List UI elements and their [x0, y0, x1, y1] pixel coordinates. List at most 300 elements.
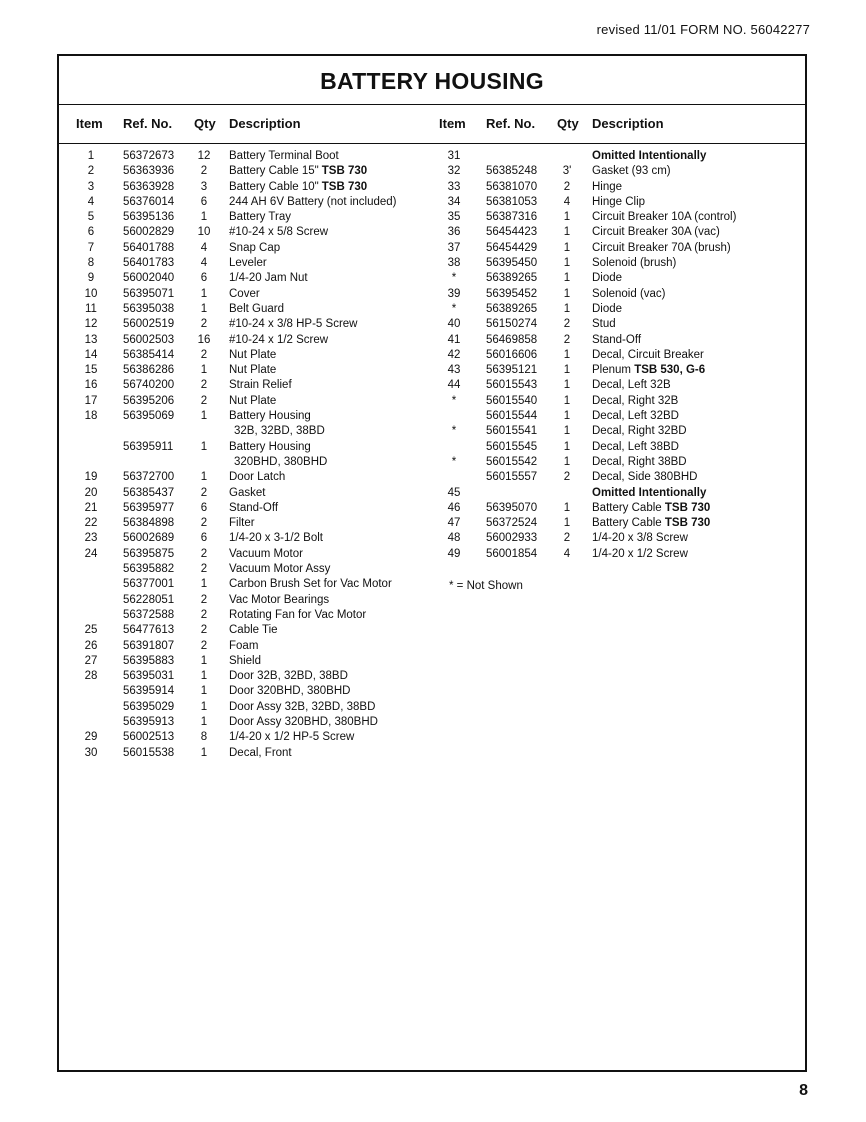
- quantity: 1: [563, 211, 571, 224]
- item-number: 45: [447, 486, 461, 499]
- quantity: 2: [200, 517, 208, 530]
- description: [229, 180, 367, 195]
- quantity: 1: [200, 746, 208, 759]
- parts-row: [59, 256, 429, 271]
- quantity: 1: [563, 348, 571, 361]
- description: [592, 470, 697, 485]
- quantity: 1: [200, 364, 208, 377]
- description-text: Hinge Clip: [592, 195, 646, 208]
- item-number: 8: [87, 257, 95, 270]
- item-number: 10: [84, 287, 98, 300]
- item-number: 2: [87, 165, 95, 178]
- quantity: 8: [200, 731, 208, 744]
- item-number: 38: [447, 257, 461, 270]
- quantity: 2: [200, 593, 208, 606]
- description-text: Battery Tray: [229, 211, 291, 224]
- parts-row: [422, 547, 807, 562]
- quantity: 2: [563, 532, 571, 545]
- description: [229, 562, 330, 577]
- description-text: #10-24 x 1/2 Screw: [229, 333, 329, 346]
- quantity: 1: [200, 410, 208, 423]
- ref-number: 56372524: [486, 517, 538, 530]
- item-number: 32: [447, 165, 461, 178]
- model-callout: TSB 730: [321, 180, 368, 193]
- ref-number: 56395136: [123, 211, 175, 224]
- parts-row: [59, 669, 429, 684]
- parts-row: [422, 333, 807, 348]
- description: [592, 287, 666, 302]
- description-text: #10-24 x 3/8 HP-5 Screw: [229, 318, 358, 331]
- description-text: Decal, Circuit Breaker: [592, 348, 704, 361]
- ref-number: 56015541: [486, 425, 538, 438]
- description-text: Decal, Right 32BD: [592, 425, 687, 438]
- parts-row: [422, 164, 807, 179]
- description: [592, 547, 688, 562]
- description-text: Gasket (93 cm): [592, 165, 671, 178]
- item-number: 31: [447, 150, 461, 162]
- quantity: 1: [563, 364, 571, 377]
- parts-row: [59, 654, 429, 669]
- ref-number: 56002689: [123, 532, 175, 545]
- ref-number: 56395070: [486, 501, 538, 514]
- parts-row: [59, 333, 429, 348]
- ref-number: 56015544: [486, 410, 538, 423]
- description-text: Decal, Front: [229, 746, 292, 759]
- ref-number: 56372588: [123, 608, 175, 621]
- parts-row: [422, 378, 807, 393]
- item-number: 44: [447, 379, 461, 392]
- quantity: 4: [200, 241, 208, 254]
- description: [229, 440, 311, 455]
- description-text: Decal, Left 32BD: [592, 410, 679, 423]
- description-text: Stand-Off: [229, 501, 279, 514]
- item-number: 27: [84, 654, 98, 667]
- description: [229, 639, 258, 654]
- ref-number: 56385414: [123, 348, 175, 361]
- item-number: 49: [447, 547, 461, 560]
- item-number: 13: [84, 333, 98, 346]
- description: [229, 623, 278, 638]
- description: [592, 409, 679, 424]
- quantity: 4: [200, 257, 208, 270]
- description: [592, 455, 687, 470]
- description-text: Gasket: [229, 486, 266, 499]
- parts-row: [59, 271, 429, 286]
- quantity: 1: [563, 517, 571, 530]
- description-text: 244 AH 6V Battery (not included): [229, 195, 397, 208]
- description-text: Vacuum Motor: [229, 547, 303, 560]
- quantity: 1: [563, 410, 571, 423]
- col-header-item-right: Item: [439, 116, 466, 131]
- parts-row: [59, 608, 429, 623]
- quantity: 2: [200, 486, 208, 499]
- quantity: 2: [200, 394, 208, 407]
- quantity: 12: [197, 150, 211, 162]
- description-text: Cover: [229, 287, 260, 300]
- ref-number: 56395883: [123, 654, 175, 667]
- ref-number: 56015538: [123, 746, 175, 759]
- col-header-item-left: Item: [76, 116, 103, 131]
- quantity: 1: [200, 440, 208, 453]
- description: [229, 608, 366, 623]
- description-text: Solenoid (vac): [592, 287, 666, 300]
- item-number: 43: [447, 364, 461, 377]
- description-text: Battery Cable 15": [229, 165, 319, 178]
- description-text: Circuit Breaker 10A (control): [592, 211, 737, 224]
- description: [592, 271, 622, 286]
- parts-row: [422, 516, 807, 531]
- description: [229, 241, 280, 256]
- description: [229, 654, 261, 669]
- col-header-qty-left: Qty: [194, 116, 216, 131]
- description-text: Battery Terminal Boot: [229, 150, 339, 162]
- ref-number: 56401788: [123, 241, 175, 254]
- description-text: Rotating Fan for Vac Motor: [229, 608, 367, 621]
- parts-row: [422, 409, 807, 424]
- quantity: 1: [563, 226, 571, 239]
- parts-list-frame: [57, 54, 807, 1072]
- model-callout: TSB 530, G-6: [634, 364, 706, 377]
- item-number: 35: [447, 211, 461, 224]
- description-text: Carbon Brush Set for Vac Motor: [229, 578, 392, 591]
- description: [229, 409, 311, 424]
- quantity: 1: [563, 241, 571, 254]
- parts-row: [59, 195, 429, 210]
- description-text: 1/4-20 x 1/2 Screw: [592, 547, 688, 560]
- quantity: 1: [200, 685, 208, 698]
- item-number: *: [451, 425, 457, 438]
- description-text: Battery Cable: [592, 501, 665, 514]
- ref-number: 56002829: [123, 226, 175, 239]
- description: [592, 225, 720, 240]
- quantity: 1: [563, 302, 571, 315]
- parts-row: [422, 271, 807, 286]
- col-header-desc-left: Description: [229, 116, 301, 131]
- ref-number: 56015545: [486, 440, 538, 453]
- item-number: *: [451, 455, 457, 468]
- parts-row: [422, 317, 807, 332]
- quantity: 1: [200, 578, 208, 591]
- description-text: Door 320BHD, 380BHD: [229, 685, 351, 698]
- description: [592, 210, 736, 225]
- quantity: 2: [200, 318, 208, 331]
- description: [229, 669, 348, 684]
- description: [229, 470, 285, 485]
- description-text: 1/4-20 x 3-1/2 Bolt: [229, 532, 323, 545]
- ref-number: 56740200: [123, 379, 175, 392]
- description: [229, 593, 329, 608]
- quantity: 2: [200, 563, 208, 576]
- description: [229, 378, 292, 393]
- description: [229, 531, 323, 546]
- quantity: 2: [200, 348, 208, 361]
- ref-number: 56395882: [123, 563, 175, 576]
- item-number: 18: [84, 410, 98, 423]
- ref-number: 56384898: [123, 517, 175, 530]
- ref-number: 56395450: [486, 257, 538, 270]
- item-number: 40: [447, 318, 461, 331]
- description-text: Door Assy 32B, 32BD, 38BD: [229, 700, 376, 713]
- item-number: *: [451, 302, 457, 315]
- parts-row: [422, 256, 807, 271]
- item-number: 22: [84, 517, 98, 530]
- description: [229, 577, 392, 592]
- parts-row: [59, 424, 429, 439]
- item-number: 33: [447, 180, 461, 193]
- parts-row: [59, 531, 429, 546]
- model-callout: Omitted Intentionally: [592, 150, 707, 162]
- item-number: 21: [84, 501, 98, 514]
- ref-number: 56385248: [486, 165, 538, 178]
- parts-table-right: [422, 149, 807, 562]
- ref-number: 56363928: [123, 180, 175, 193]
- description-text: Decal, Left 38BD: [592, 440, 679, 453]
- ref-number: 56002519: [123, 318, 175, 331]
- item-number: 14: [84, 348, 98, 361]
- description: [229, 486, 265, 501]
- description-text: Snap Cap: [229, 241, 281, 254]
- ref-number: 56395121: [486, 364, 538, 377]
- description-text: Cable Tie: [229, 624, 278, 637]
- ref-number: 56002933: [486, 532, 538, 545]
- ref-number: 56395914: [123, 685, 175, 698]
- parts-row: [59, 455, 429, 470]
- parts-row: [59, 149, 429, 164]
- header-divider: [59, 143, 805, 144]
- quantity: 1: [200, 302, 208, 315]
- parts-row: [422, 195, 807, 210]
- quantity: 1: [563, 287, 571, 300]
- parts-row: [59, 180, 429, 195]
- quantity: 2: [200, 165, 208, 178]
- page-number: 8: [799, 1082, 808, 1099]
- quantity: 16: [197, 333, 211, 346]
- parts-row: [422, 394, 807, 409]
- description: [592, 241, 731, 256]
- description-text: Vac Motor Bearings: [229, 593, 330, 606]
- description: [229, 394, 276, 409]
- ref-number: 56002040: [123, 272, 175, 285]
- ref-number: 56395029: [123, 700, 175, 713]
- ref-number: 56002503: [123, 333, 175, 346]
- parts-row: [59, 547, 429, 562]
- quantity: 2: [200, 608, 208, 621]
- parts-row: [422, 302, 807, 317]
- description-text: Circuit Breaker 30A (vac): [592, 226, 720, 239]
- quantity: 2: [200, 379, 208, 392]
- description: [229, 164, 367, 179]
- ref-number: 56395875: [123, 547, 175, 560]
- footnote: * = Not Shown: [449, 580, 523, 592]
- description: [229, 195, 397, 210]
- quantity: 1: [200, 700, 208, 713]
- description: [229, 684, 350, 699]
- description: [229, 271, 308, 286]
- description-text: Diode: [592, 272, 623, 285]
- ref-number: 56363936: [123, 165, 175, 178]
- description-text: Solenoid (brush): [592, 257, 677, 270]
- item-number: 29: [84, 731, 98, 744]
- quantity: 1: [200, 471, 208, 484]
- col-header-qty-right: Qty: [557, 116, 579, 131]
- item-number: 16: [84, 379, 98, 392]
- parts-row: [59, 409, 429, 424]
- parts-row: [422, 440, 807, 455]
- quantity: 1: [563, 455, 571, 468]
- description-text: Belt Guard: [229, 302, 284, 315]
- form-revision-header: revised 11/01 FORM NO. 56042277: [596, 22, 810, 37]
- quantity: 1: [200, 715, 208, 728]
- quantity: 1: [200, 287, 208, 300]
- parts-row: [422, 241, 807, 256]
- item-number: 30: [84, 746, 98, 759]
- ref-number: 56387316: [486, 211, 538, 224]
- parts-row: [59, 164, 429, 179]
- parts-row: [59, 715, 429, 730]
- model-callout: Omitted Intentionally: [592, 486, 707, 499]
- parts-row: [59, 700, 429, 715]
- description: [592, 348, 704, 363]
- description: [229, 746, 292, 761]
- item-number: 4: [87, 195, 95, 208]
- description-text: #10-24 x 5/8 Screw: [229, 226, 329, 239]
- model-callout: TSB 730: [664, 501, 711, 514]
- item-number: 28: [84, 670, 98, 683]
- quantity: 1: [563, 394, 571, 407]
- ref-number: 56377001: [123, 578, 175, 591]
- description: [592, 363, 705, 378]
- quantity: 2: [563, 471, 571, 484]
- item-number: *: [451, 394, 457, 407]
- ref-number: 56454429: [486, 241, 538, 254]
- parts-row: [59, 302, 429, 317]
- description: [229, 287, 260, 302]
- parts-row: [422, 486, 807, 501]
- ref-number: 56015543: [486, 379, 538, 392]
- parts-row: [59, 623, 429, 638]
- description-text: Diode: [592, 302, 623, 315]
- description-text: Battery Housing: [229, 440, 311, 453]
- description-text: Door Latch: [229, 471, 286, 484]
- ref-number: 56395452: [486, 287, 538, 300]
- quantity: 1: [563, 440, 571, 453]
- quantity: 6: [200, 272, 208, 285]
- quantity: 1: [563, 272, 571, 285]
- ref-number: 56454423: [486, 226, 538, 239]
- quantity: 3: [200, 180, 208, 193]
- description: [229, 516, 255, 531]
- description-text: Door Assy 320BHD, 380BHD: [229, 715, 378, 728]
- parts-table-left: [59, 149, 429, 761]
- item-number: 1: [87, 150, 95, 162]
- quantity: 1: [200, 670, 208, 683]
- description-text: Shield: [229, 654, 261, 667]
- description-text: Battery Housing: [229, 410, 311, 423]
- description: [592, 424, 687, 439]
- ref-number: 56015540: [486, 394, 538, 407]
- quantity: 1: [563, 379, 571, 392]
- description-text: Filter: [229, 517, 255, 530]
- description: [592, 531, 688, 546]
- parts-row: [422, 363, 807, 378]
- parts-row: [59, 378, 429, 393]
- parts-row: [59, 501, 429, 516]
- item-number: 9: [87, 272, 95, 285]
- item-number: 24: [84, 547, 98, 560]
- quantity: 1: [200, 654, 208, 667]
- parts-row: [59, 470, 429, 485]
- quantity: 1: [200, 211, 208, 224]
- description-text: Hinge: [592, 180, 623, 193]
- ref-number: 56395038: [123, 302, 175, 315]
- description-text: Nut Plate: [229, 394, 277, 407]
- page-title: BATTERY HOUSING: [59, 56, 805, 105]
- quantity: 2: [563, 318, 571, 331]
- description: [592, 164, 671, 179]
- parts-row: [59, 317, 429, 332]
- parts-row: [422, 287, 807, 302]
- description: [592, 149, 706, 164]
- parts-row: [59, 348, 429, 363]
- parts-row: [59, 363, 429, 378]
- parts-row: [59, 241, 429, 256]
- item-number: 15: [84, 364, 98, 377]
- description: [229, 547, 303, 562]
- parts-row: [422, 501, 807, 516]
- description-text: Circuit Breaker 70A (brush): [592, 241, 731, 254]
- model-callout: TSB 730: [664, 517, 711, 530]
- ref-number: 56381070: [486, 180, 538, 193]
- description-text: Nut Plate: [229, 348, 277, 361]
- item-number: 3: [87, 180, 95, 193]
- parts-row: [422, 455, 807, 470]
- parts-row: [59, 577, 429, 592]
- ref-number: 56002513: [123, 731, 175, 744]
- ref-number: 56401783: [123, 257, 175, 270]
- quantity: 10: [197, 226, 211, 239]
- item-number: 41: [447, 333, 461, 346]
- col-header-desc-right: Description: [592, 116, 664, 131]
- description-text: Foam: [229, 639, 259, 652]
- description: [234, 455, 327, 470]
- description: [229, 700, 375, 715]
- quantity: 4: [563, 195, 571, 208]
- description: [229, 348, 276, 363]
- item-number: 5: [87, 211, 95, 224]
- description: [592, 317, 616, 332]
- parts-row: [59, 440, 429, 455]
- description-text: Decal, Left 32B: [592, 379, 671, 392]
- parts-row: [59, 746, 429, 761]
- description: [229, 149, 339, 164]
- model-callout: TSB 730: [321, 165, 368, 178]
- quantity: 1: [563, 425, 571, 438]
- parts-row: [422, 470, 807, 485]
- item-number: 11: [85, 302, 97, 315]
- ref-number: 56395977: [123, 501, 175, 514]
- ref-number: 56001854: [486, 547, 538, 560]
- parts-row: [422, 149, 807, 164]
- description-text: Leveler: [229, 257, 267, 270]
- description-text: 32B, 32BD, 38BD: [234, 425, 325, 438]
- description-text: 1/4-20 x 1/2 HP-5 Screw: [229, 731, 355, 744]
- item-number: 25: [84, 624, 98, 637]
- description: [229, 256, 267, 271]
- quantity: 2: [563, 333, 571, 346]
- parts-row: [59, 210, 429, 225]
- description: [229, 715, 378, 730]
- description: [234, 424, 325, 439]
